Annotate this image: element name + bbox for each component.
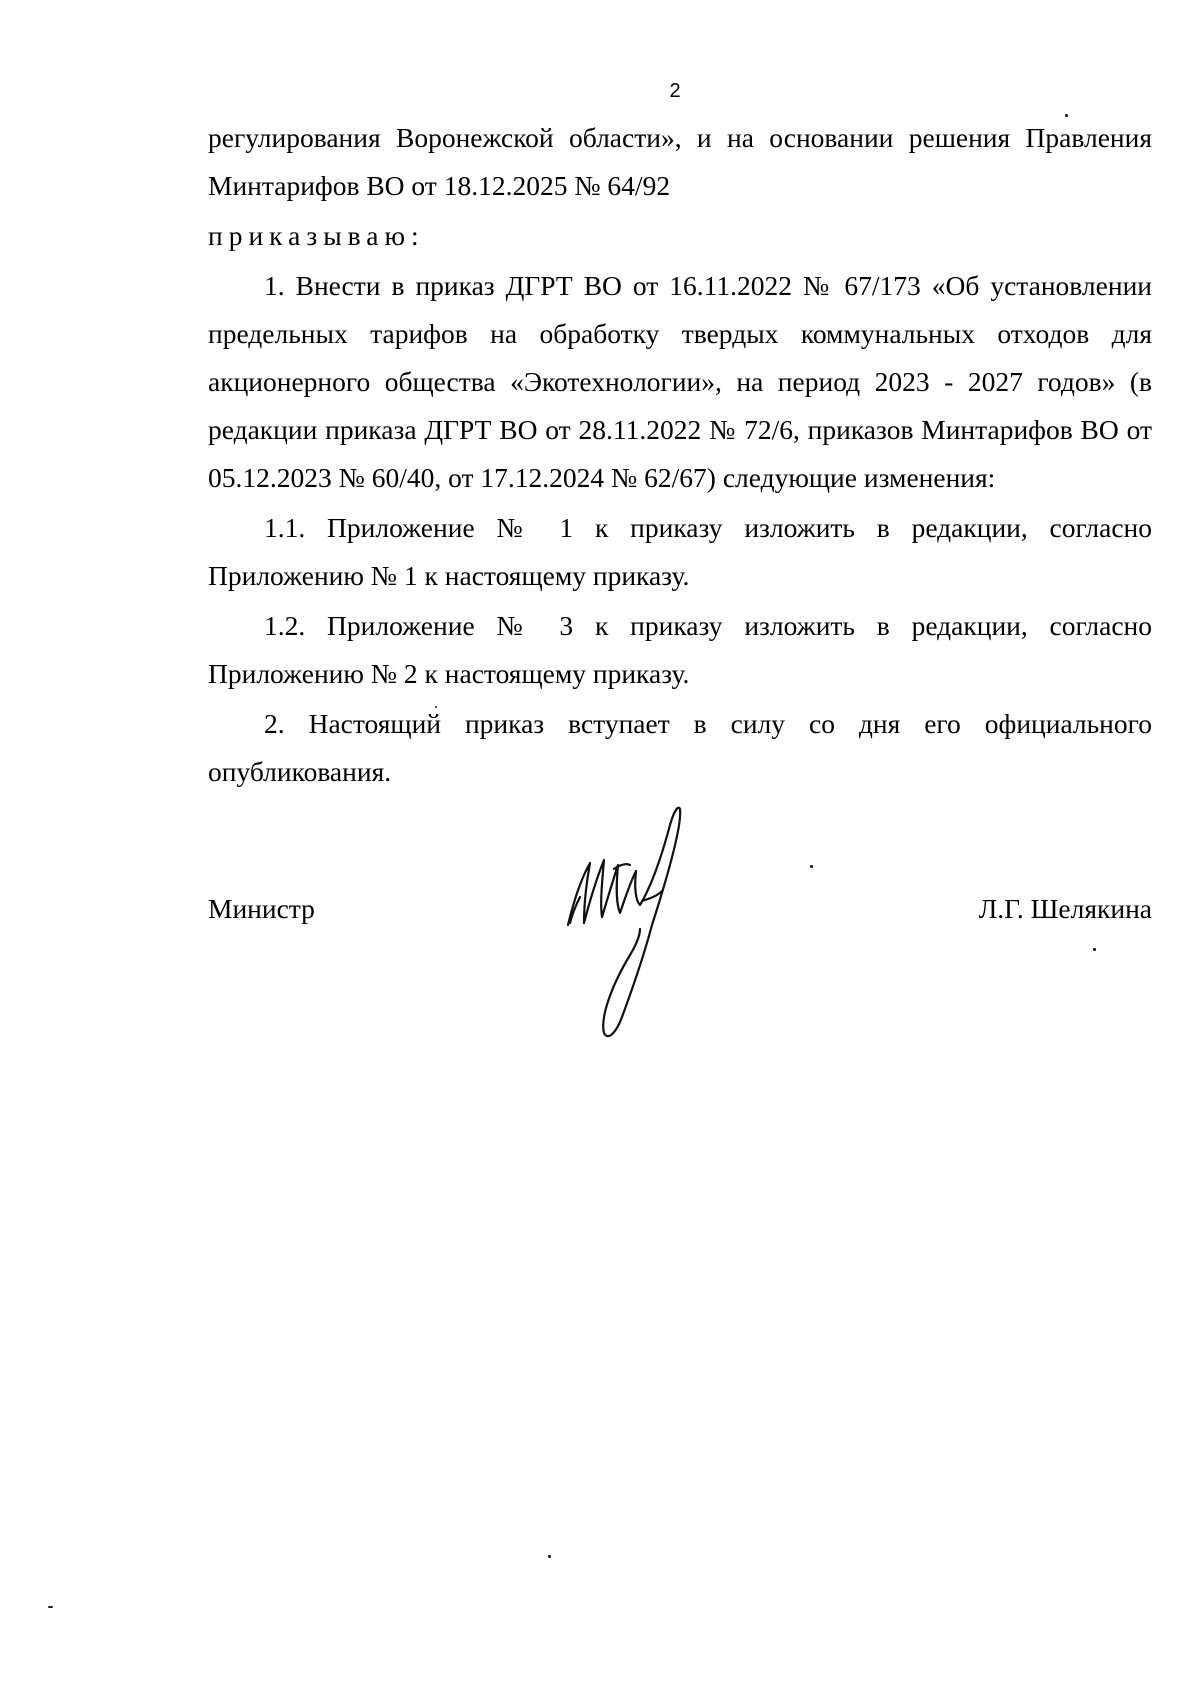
scan-speck [48, 1606, 53, 1608]
paragraph-order-word: приказываю: [208, 220, 425, 251]
scan-speck [435, 706, 437, 708]
page-number: 2 [669, 80, 681, 102]
handwritten-signature [560, 805, 710, 1045]
scan-speck [548, 1555, 551, 1558]
paragraph-item-1-1: 1.1. Приложение № 1 к приказу изложить в редакции, согласно Приложению № 1 к настоящему приказу. [208, 512, 1152, 591]
paragraph-item-1-2: 1.2. Приложение № 3 к приказу изложить в редакции, согласно Приложению № 2 к настоящему приказу. [208, 610, 1152, 689]
signer-name: Л.Г. Шелякина [978, 893, 1152, 924]
scan-speck [1093, 948, 1096, 951]
paragraph-continuation: регулирования Воронежской области», и на основании решения Правления Минтарифов ВО от 18.12.2025 № 64/92 [208, 122, 1152, 201]
scan-speck [1065, 114, 1068, 117]
scan-speck [810, 865, 813, 868]
paragraph-item-2: 2. Настоящий приказ вступает в силу со дня его официального опубликования. [208, 708, 1152, 787]
document-body [208, 114, 1152, 796]
signer-position: Министр [208, 893, 315, 924]
paragraph-item-1: 1. Внести в приказ ДГРТ ВО от 16.11.2022 № 67/173 «Об установлении предельных тарифов на обработку твердых коммунальных отходов для акционерного общества «Экотехнологии», на период 2023 - 2027 годов» (в редакции приказа ДГРТ ВО от 28.11.2022 № 72/6, приказов Минтарифов ВО от 05.12.2023 № 60/40, от 17.12.2024 № 62/67) следующие изменения: [208, 270, 1152, 493]
